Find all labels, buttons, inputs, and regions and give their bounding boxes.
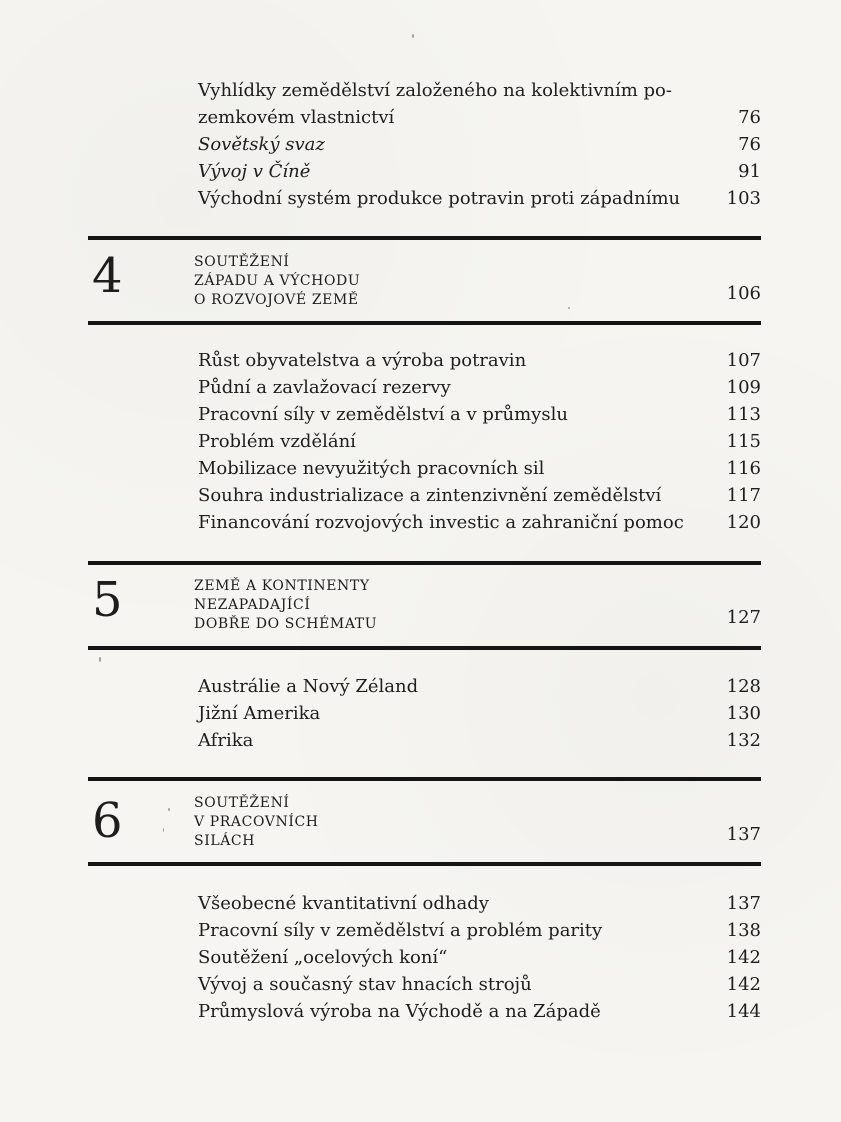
entry-title: Mobilizace nevyužitých pracovních sil xyxy=(198,458,545,479)
scan-speck xyxy=(412,34,414,38)
entry-page-number: 91 xyxy=(738,161,761,182)
entry-title: Vývoj a současný stav hnacích strojů xyxy=(198,974,532,995)
chapter-top-rule xyxy=(88,236,761,240)
entry-title: Soutěžení „ocelových koní“ xyxy=(198,947,448,968)
toc-entry xyxy=(198,944,761,971)
toc-entry xyxy=(198,401,761,428)
chapter-number: 5 xyxy=(92,572,123,628)
chapter-title-line: V PRACOVNÍCH xyxy=(194,814,319,830)
toc-entry xyxy=(198,185,761,212)
scan-speck xyxy=(163,828,164,832)
entry-title: Financování rozvojových investic a zahraniční pomoc xyxy=(198,512,684,533)
chapter-title-line: O ROZVOJOVÉ ZEMĚ xyxy=(194,292,359,308)
entry-title: Pracovní síly v zemědělství a v průmyslu xyxy=(198,404,568,425)
toc-entry xyxy=(198,673,761,700)
toc-entry xyxy=(198,917,761,944)
entry-title: Všeobecné kvantitativní odhady xyxy=(198,893,489,914)
toc-entry xyxy=(198,455,761,482)
entry-page-number: 144 xyxy=(726,1001,761,1022)
entry-page-number: 120 xyxy=(726,512,761,533)
toc-entry xyxy=(198,347,761,374)
toc-entry xyxy=(198,374,761,401)
entry-page-number: 107 xyxy=(726,350,761,371)
entry-title: Sovětský svaz xyxy=(198,134,325,155)
entry-page-number: 115 xyxy=(726,431,761,452)
entry-title: Pracovní síly v zemědělství a problém parity xyxy=(198,920,603,941)
scan-speck xyxy=(99,657,101,662)
chapter-number: 6 xyxy=(92,793,123,849)
chapter-top-rule xyxy=(88,561,761,565)
toc-entry xyxy=(198,700,761,727)
chapter-title xyxy=(194,794,544,851)
chapter-title xyxy=(194,253,544,310)
chapter-top-rule xyxy=(88,777,761,781)
chapter-title-line: NEZAPADAJÍCÍ xyxy=(194,597,311,613)
entry-page-number: 76 xyxy=(738,134,761,155)
chapter-number: 4 xyxy=(92,248,123,304)
entry-page-number: 116 xyxy=(726,458,761,479)
entry-page-number: 117 xyxy=(726,485,761,506)
entry-title: Půdní a zavlažovací rezervy xyxy=(198,377,451,398)
chapter-page-number: 127 xyxy=(726,607,761,628)
entry-title: Jižní Amerika xyxy=(198,703,321,724)
chapter-title-line: SILÁCH xyxy=(194,833,256,849)
entry-title: Souhra industrializace a zintenzivnění zemědělství xyxy=(198,485,662,506)
toc-entry xyxy=(198,158,761,185)
entry-page-number: 113 xyxy=(726,404,761,425)
entry-title: Austrálie a Nový Zéland xyxy=(198,676,419,697)
toc-entry xyxy=(198,727,761,754)
chapter-title xyxy=(194,577,544,634)
toc-entry xyxy=(198,77,761,104)
entry-title: Afrika xyxy=(198,730,254,751)
chapter-title-line: SOUTĚŽENÍ xyxy=(194,795,290,811)
toc-entry xyxy=(198,428,761,455)
entry-page-number: 142 xyxy=(726,974,761,995)
toc-entry xyxy=(198,104,761,131)
chapter-bottom-rule xyxy=(88,646,761,650)
chapter-page-number: 137 xyxy=(726,824,761,845)
chapter-title-line: DOBŘE DO SCHÉMATU xyxy=(194,616,378,632)
entry-page-number: 132 xyxy=(726,730,761,751)
entry-title: zemkovém vlastnictví xyxy=(198,107,395,128)
chapter-bottom-rule xyxy=(88,321,761,325)
entry-title: Vývoj v Číně xyxy=(198,161,311,182)
chapter-title-line: SOUTĚŽENÍ xyxy=(194,254,290,270)
toc-entry xyxy=(198,890,761,917)
entry-page-number: 103 xyxy=(726,188,761,209)
chapter-bottom-rule xyxy=(88,862,761,866)
entry-page-number: 109 xyxy=(726,377,761,398)
entry-page-number: 137 xyxy=(726,893,761,914)
entry-title: Průmyslová výroba na Východě a na Západě xyxy=(198,1001,601,1022)
entry-page-number: 138 xyxy=(726,920,761,941)
toc-entry xyxy=(198,482,761,509)
chapter-title-line: ZEMĚ A KONTINENTY xyxy=(194,578,370,594)
chapter-page-number: 106 xyxy=(726,283,761,304)
toc-entry xyxy=(198,971,761,998)
chapter-title-line: ZÁPADU A VÝCHODU xyxy=(194,273,361,289)
toc-entry xyxy=(198,509,761,536)
entry-page-number: 76 xyxy=(738,107,761,128)
entry-title: Růst obyvatelstva a výroba potravin xyxy=(198,350,527,371)
toc-entry xyxy=(198,131,761,158)
scan-speck xyxy=(168,808,170,811)
entry-page-number: 128 xyxy=(726,676,761,697)
entry-title: Vyhlídky zemědělství založeného na kolektivním po- xyxy=(198,80,672,101)
scan-speck xyxy=(568,307,570,309)
entry-page-number: 130 xyxy=(726,703,761,724)
toc-entry xyxy=(198,998,761,1025)
entry-page-number: 142 xyxy=(726,947,761,968)
entry-title: Problém vzdělání xyxy=(198,431,356,452)
entry-title: Východní systém produkce potravin proti západnímu xyxy=(198,188,681,209)
